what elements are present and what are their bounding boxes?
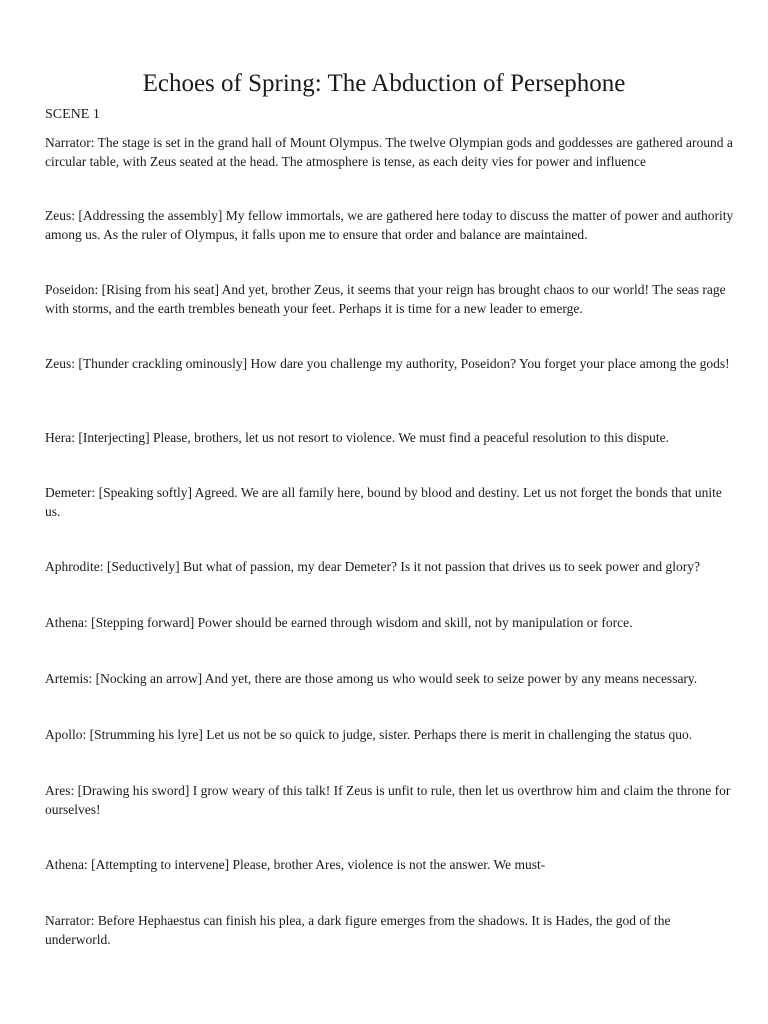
paragraph-athena-2: Athena: [Attempting to intervene] Please, brother Ares, violence is not the answer. We must- bbox=[45, 857, 546, 872]
scene-heading: SCENE 1 bbox=[45, 107, 100, 122]
paragraph-apollo: Apollo: [Strumming his lyre] Let us not be so quick to judge, sister. Perhaps there is merit in challenging the status quo. bbox=[45, 727, 693, 742]
paragraph-demeter: Demeter: [Speaking softly] Agreed. We are all family here, bound by blood and destiny. Let us not forget the bonds that unite us. bbox=[45, 485, 722, 519]
paragraph-ares: Ares: [Drawing his sword] I grow weary of this talk! If Zeus is unfit to rule, then let us overthrow him and claim the throne for ourselves! bbox=[45, 783, 731, 817]
paragraph-narrator-intro: Narrator: The stage is set in the grand hall of Mount Olympus. The twelve Olympian gods and goddesses are gathered around a circular table, with Zeus seated at the head. The atmosphere is tense, as each deity vies for power and influence bbox=[45, 135, 733, 169]
paragraph-poseidon: Poseidon: [Rising from his seat] And yet, brother Zeus, it seems that your reign has brought chaos to our world! The seas rage with storms, and the earth trembles beneath your feet. Perhaps it is time for a new leader to emerge. bbox=[45, 282, 726, 316]
paragraph-zeus-1: Zeus: [Addressing the assembly] My fellow immortals, we are gathered here today to discuss the matter of power and authority among us. As the ruler of Olympus, it falls upon me to ensure that order and balance are maintained. bbox=[45, 208, 734, 242]
paragraph-artemis: Artemis: [Nocking an arrow] And yet, there are those among us who would seek to seize power by any means necessary. bbox=[45, 671, 698, 686]
paragraph-aphrodite: Aphrodite: [Seductively] But what of passion, my dear Demeter? Is it not passion that drives us to seek power and glory? bbox=[45, 559, 700, 574]
document-title: Echoes of Spring: The Abduction of Persephone bbox=[142, 70, 626, 97]
paragraph-athena-1: Athena: [Stepping forward] Power should be earned through wisdom and skill, not by manipulation or force. bbox=[45, 615, 633, 630]
paragraph-hera: Hera: [Interjecting] Please, brothers, let us not resort to violence. We must find a peaceful resolution to this dispute. bbox=[45, 430, 669, 445]
paragraph-narrator-hades: Narrator: Before Hephaestus can finish his plea, a dark figure emerges from the shadows. It is Hades, the god of the underworld. bbox=[45, 913, 671, 947]
paragraph-zeus-2: Zeus: [Thunder crackling ominously] How dare you challenge my authority, Poseidon? You forget your place among the gods! bbox=[45, 356, 730, 371]
